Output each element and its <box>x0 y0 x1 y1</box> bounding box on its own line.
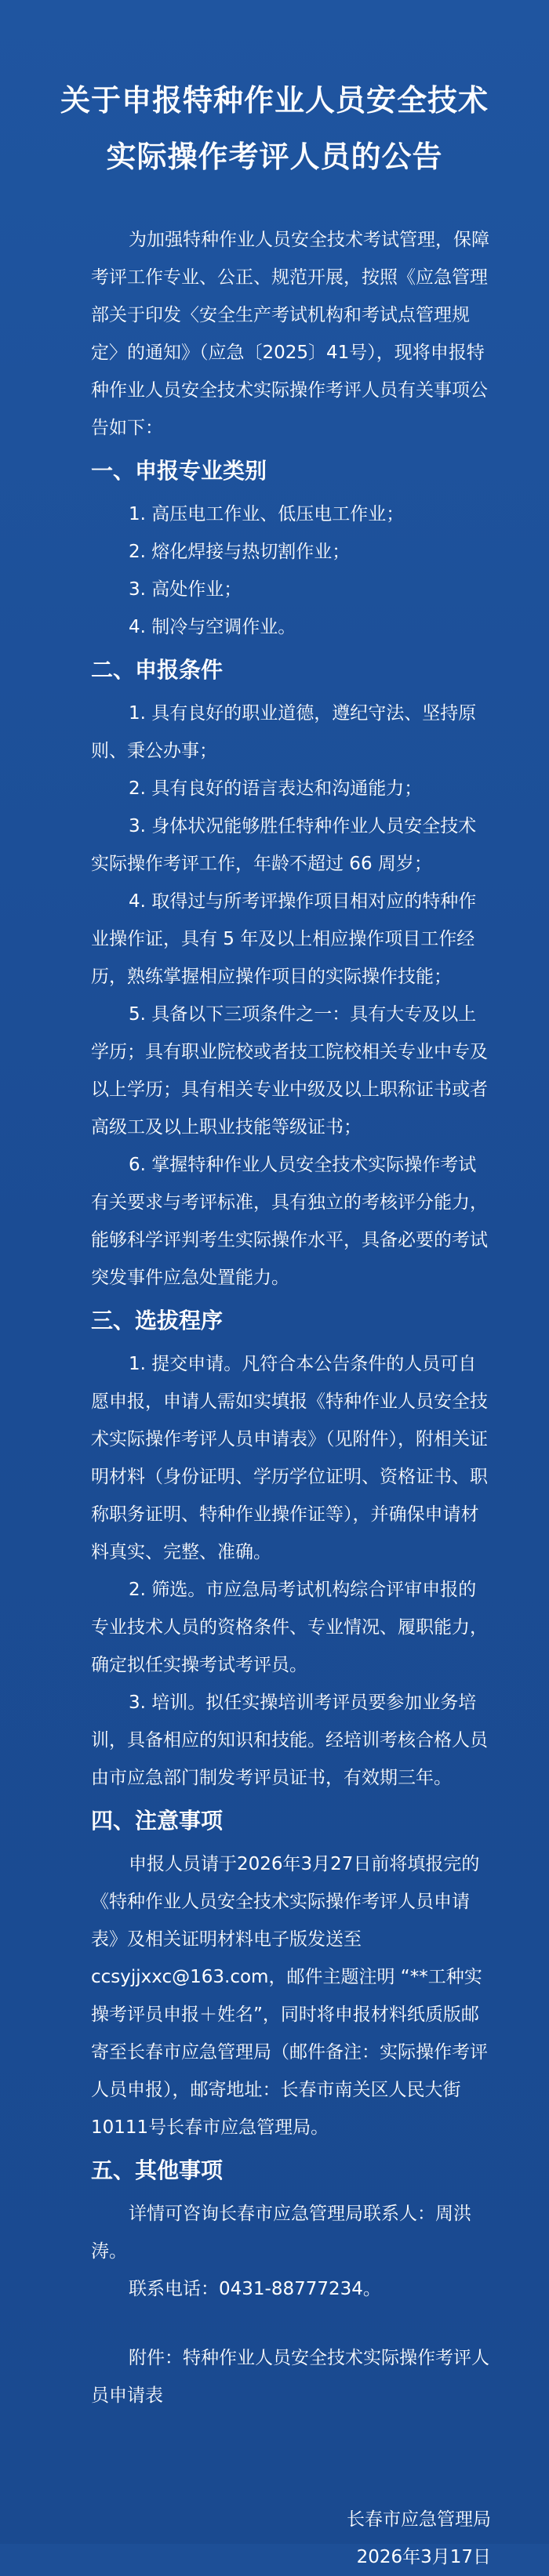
notice-title <box>0 0 549 185</box>
list-item: 3. 身体状况能够胜任特种作业人员安全技术实际操作考评工作，年龄不超过 66 周岁； <box>91 816 477 874</box>
attachment-note: 附件：特种作业人员安全技术实际操作考评人员申请表 <box>91 2348 489 2406</box>
section-heading-4: 四、注意事项 <box>91 1808 224 1834</box>
list-item: 3. 高处作业； <box>129 579 242 600</box>
section-heading-1: 一、申报专业类别 <box>91 458 267 484</box>
section-heading-3: 三、选拔程序 <box>91 1308 224 1333</box>
signature-org: 长春市应急管理局 <box>347 2509 491 2530</box>
list-item: 1. 高压电工作业、低压电工作业； <box>129 504 405 524</box>
list-item: 1. 提交申请。凡符合本公告条件的人员可自愿申报，申请人需如实填报《特种作业人员安全技术实际操作考评人员申请表》（见附件），附相关证明材料（身份证明、学历学位证明、资格证书、职称职务证明、特种作业操作证等），并确保申请材料真实、完整、准确。 <box>91 1354 488 1562</box>
title-line-2: 实际操作考评人员的公告 <box>106 140 443 174</box>
section-heading-2: 二、申报条件 <box>91 657 224 683</box>
signature-date: 2026年3月17日 <box>356 2547 491 2567</box>
title-line-1: 关于申报特种作业人员安全技术 <box>60 83 489 118</box>
list-item: 2. 筛选。市应急局考试机构综合评审申报的专业技术人员的资格条件、专业情况、履职能力，确定拟任实操考试考评员。 <box>91 1580 488 1675</box>
signature-block <box>91 2501 491 2576</box>
list-item: 1. 具有良好的职业道德，遵纪守法、坚持原则、秉公办事； <box>91 703 477 761</box>
list-item: 5. 具备以下三项条件之一：具有大专及以上学历；具有职业院校或者技工院校相关专业中专及以上学历；具有相关专业中级及以上职称证书或者高级工及以上职业技能等级证书； <box>91 1004 488 1137</box>
section-heading-5: 五、其他事项 <box>91 2157 224 2183</box>
list-item: 2. 熔化焊接与热切割作业； <box>129 542 351 562</box>
list-item: 详情可咨询长春市应急管理局联系人：周洪涛。 <box>91 2204 471 2262</box>
list-item: 联系电话：0431-88777234。 <box>129 2279 381 2299</box>
intro-paragraph: 为加强特种作业人员安全技术考试管理，保障考评工作专业、公正、规范开展，按照《应急管理部关于印发〈安全生产考试机构和考试点管理规定〉的通知》（应急〔2025〕41号），现将申报特种作业人员安全技术实际操作考评人员有关事项公告如下： <box>91 230 489 438</box>
spacer <box>91 2308 491 2339</box>
list-item: 4. 取得过与所考评操作项目相对应的特种作业操作证，具有 5 年及以上相应操作项目工作经历，熟练掌握相应操作项目的实际操作技能； <box>91 891 477 987</box>
list-item: 3. 培训。拟任实操培训考评员要参加业务培训，具备相应的知识和技能。经培训考核合格人员由市应急部门制发考评员证书，有效期三年。 <box>91 1693 488 1788</box>
list-item: 4. 制冷与空调作业。 <box>129 617 296 637</box>
list-item: 2. 具有良好的语言表达和沟通能力； <box>129 778 423 799</box>
list-item: 6. 掌握特种作业人员安全技术实际操作考试有关要求与考评标准，具有独立的考核评分能力，能够科学评判考生实际操作水平，具备必要的考试突发事件应急处置能力。 <box>91 1155 488 1288</box>
list-item: 申报人员请于2026年3月27日前将填报完的《特种作业人员安全技术实际操作考评人员申请表》及相关证明材料电子版发送至ccsyjjxxc@163.com，邮件主题注明 “**工种实操考评员申报＋姓名”，同时将申报材料纸质版邮寄至长春市应急管理局（邮件备注：实际操作考评人员申报），邮寄地址：长春市南关区人民大街10111号长春市应急管理局。 <box>91 1854 488 2138</box>
notice-body <box>0 221 549 2576</box>
